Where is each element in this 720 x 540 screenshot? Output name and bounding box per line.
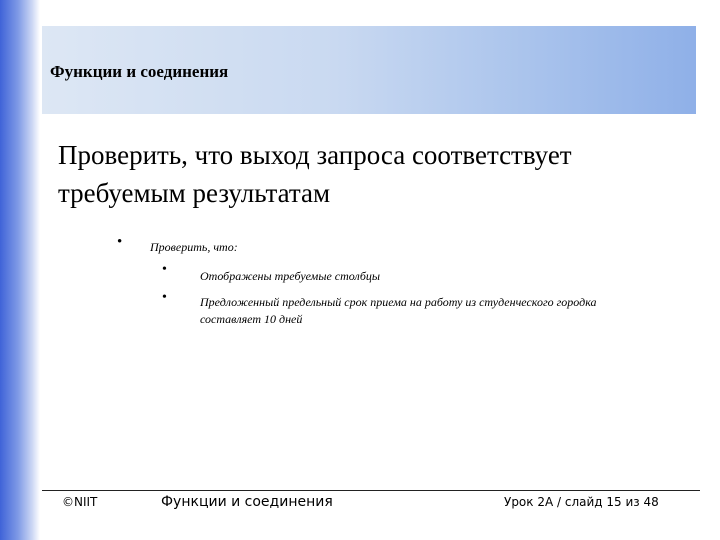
footer-slide-number: Урок 2А / слайд 15 из 48 [504, 495, 659, 509]
slide-title: Проверить, что выход запроса соответствует требуемым результатам [58, 140, 572, 208]
bullet-level1-text: Проверить, что: [150, 240, 238, 254]
left-gradient-band [0, 0, 40, 540]
footer-topic: Функции и соединения [161, 494, 333, 510]
header-title: Функции и соединения [50, 62, 229, 81]
footer-divider [42, 490, 700, 491]
footer-copyright: ©NIIT [62, 495, 98, 509]
bullet-marker-level2: • [162, 262, 167, 277]
bullet-marker-level1: • [117, 234, 123, 250]
bullet-level2-item: Отображены требуемые столбцы [200, 269, 381, 283]
bullet-level2-item: Предложенный предельный срок приема на работу из студенческого городка составляет 10 дней [200, 295, 597, 326]
bullet-marker-level2: • [162, 290, 167, 305]
